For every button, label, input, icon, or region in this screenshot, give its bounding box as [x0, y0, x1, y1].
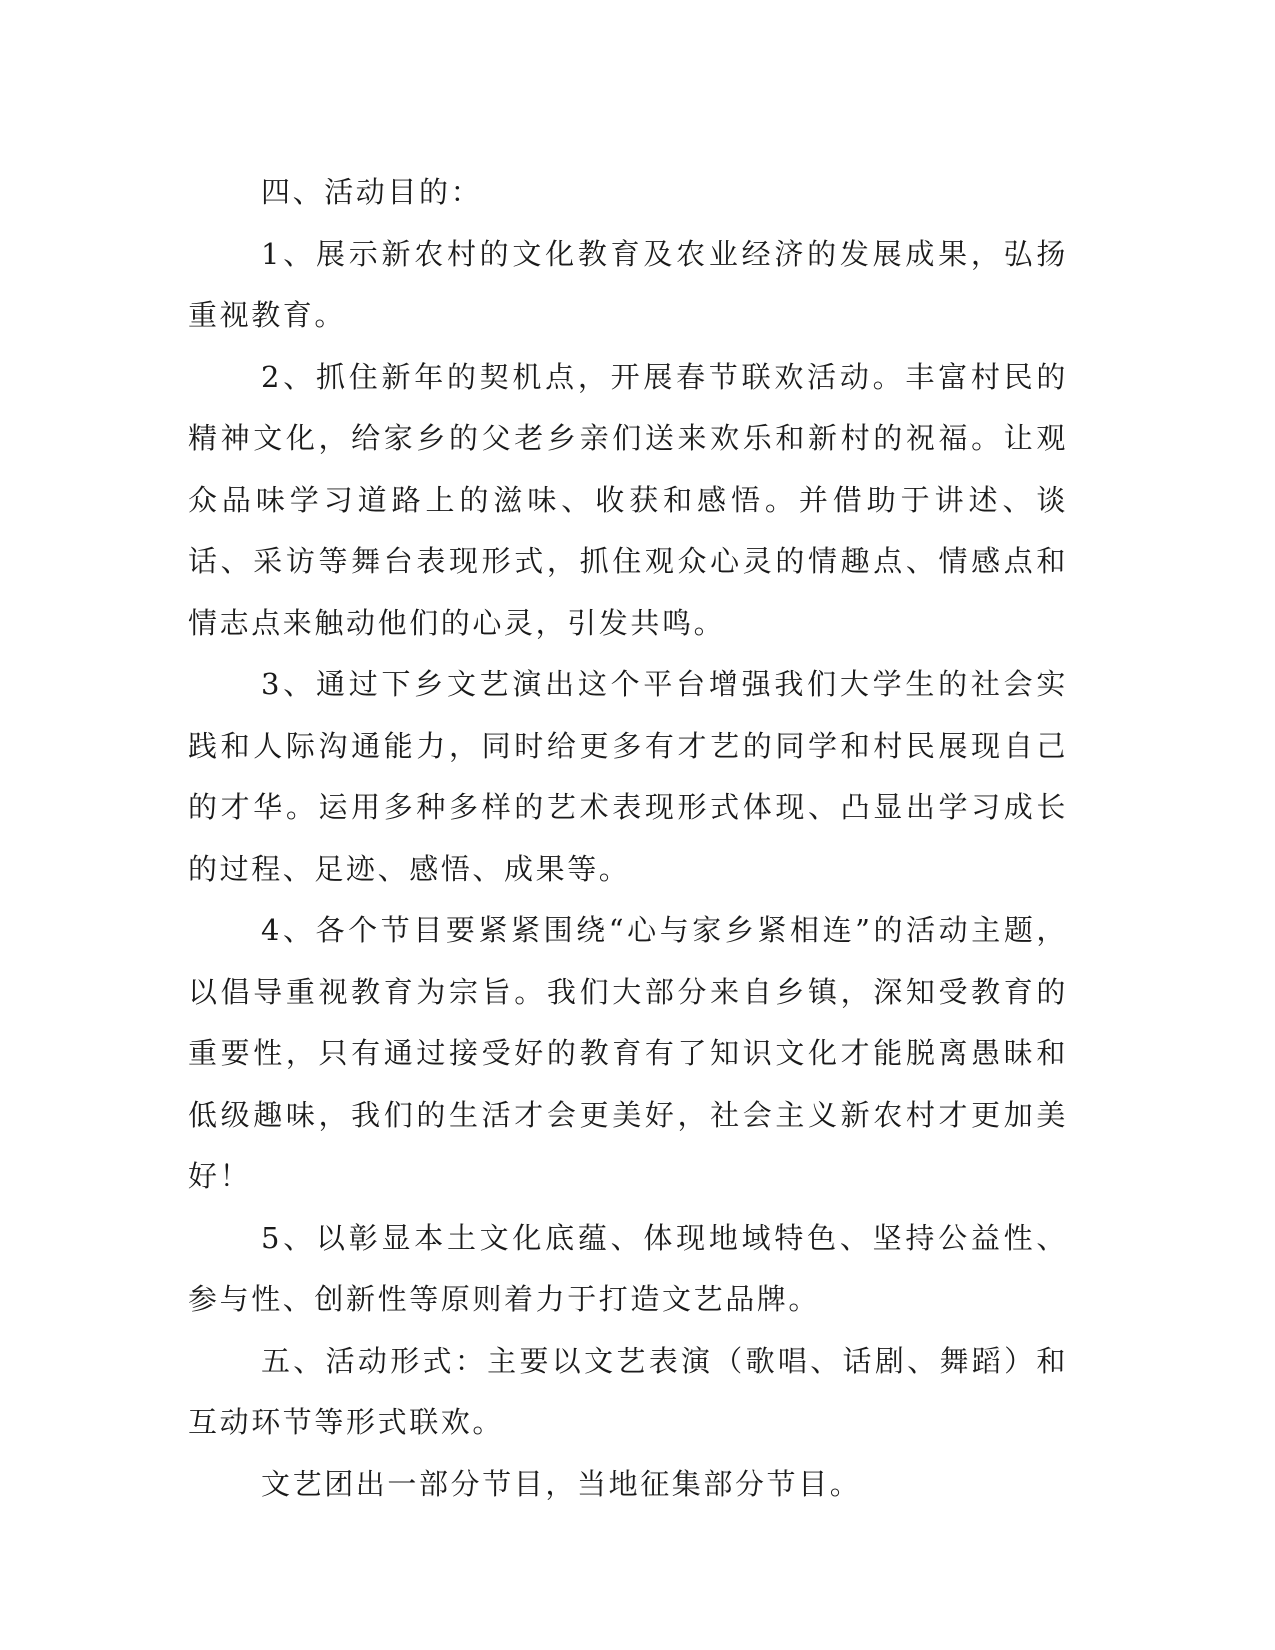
- document-body: [188, 162, 1068, 1515]
- section-heading-format: 五、活动形式：主要以文艺表演（歌唱、话剧、舞蹈）和互动环节等形式联欢。: [188, 1343, 1068, 1439]
- purpose-item-5: 5、以彰显本土文化底蕴、体现地域特色、坚持公益性、参与性、创新性等原则着力于打造文艺品牌。: [188, 1220, 1068, 1316]
- purpose-item-4: 4、各个节目要紧紧围绕“心与家乡紧相连”的活动主题，以倡导重视教育为宗旨。我们大部分来自乡镇，深知受教育的重要性，只有通过接受好的教育有了知识文化才能脱离愚昧和低级趣味，我们的生活才会更美好，社会主义新农村才更加美好！: [188, 913, 1068, 1193]
- purpose-item-1: 1、展示新农村的文化教育及农业经济的发展成果，弘扬重视教育。: [188, 236, 1068, 332]
- format-note: 文艺团出一部分节目，当地征集部分节目。: [261, 1466, 862, 1501]
- purpose-item-2: 2、抓住新年的契机点，开展春节联欢活动。丰富村民的精神文化，给家乡的父老乡亲们送来欢乐和新村的祝福。让观众品味学习道路上的滋味、收获和感悟。并借助于讲述、谈话、采访等舞台表现形式，抓住观众心灵的情趣点、情感点和情志点来触动他们的心灵，引发共鸣。: [188, 359, 1068, 640]
- section-heading-purpose: 四、活动目的：: [261, 175, 483, 209]
- purpose-item-3: 3、通过下乡文艺演出这个平台增强我们大学生的社会实践和人际沟通能力，同时给更多有才艺的同学和村民展现自己的才华。运用多种多样的艺术表现形式体现、凸显出学习成长的过程、足迹、感悟、成果等。: [188, 667, 1068, 886]
